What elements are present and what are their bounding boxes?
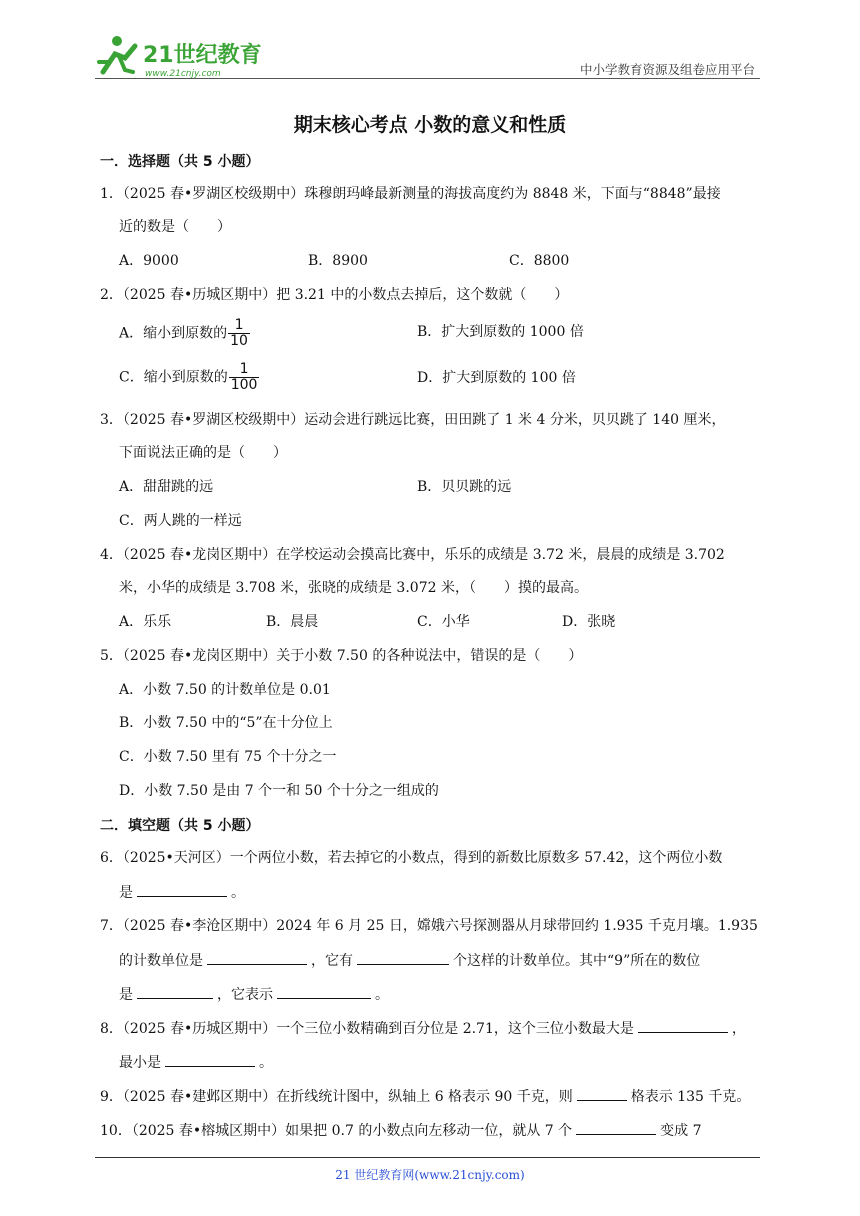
footer-link[interactable]: 21 世纪教育网(www.21cnjy.com) [335,1168,525,1182]
section-heading-choice: 一．选择题（共 5 小题） [100,154,260,170]
q9-text: 9．（2025 春•建邺区期中）在折线统计图中，纵轴上 6 格表示 90 千克，则 [100,1089,573,1105]
q2-option-c-text: C．缩小到原数的 [119,369,228,386]
q7-line2 [119,950,700,971]
site-logo [95,32,270,82]
header-divider [95,78,760,79]
answer-blank[interactable] [137,882,227,897]
answer-blank[interactable] [207,950,307,965]
answer-blank[interactable] [277,984,371,999]
q10-line1 [100,1120,701,1141]
q3-option-b: B．贝贝跳的远 [417,479,512,495]
q3-option-c: C．两人跳的一样远 [119,513,242,529]
q5-option-b: B．小数 7.50 中的“5”在十分位上 [119,715,333,731]
q8-line2 [119,1052,273,1073]
q8-text: 8．（2025 春•历城区期中）一个三位小数精确到百分位是 2.71，这个三位小数最大是 [100,1021,634,1037]
q6-text: 。 [231,885,245,901]
q2-option-a [119,318,250,349]
q4-option-a: A．乐乐 [119,614,172,630]
section-heading-fill: 二．填空题（共 5 小题） [100,818,260,834]
answer-blank[interactable] [357,950,449,965]
answer-blank[interactable] [165,1052,255,1067]
q2-option-a-text: A．缩小到原数的 [119,325,228,342]
q1-line1: 1．（2025 春•罗湖区校级期中）珠穆朗玛峰最新测量的海拔高度约为 8848 米，下面与“8848”最接 [100,186,721,202]
q8-text: 。 [259,1055,273,1071]
q4-option-c: C．小华 [417,614,470,630]
q2-option-c [119,362,259,393]
q10-text: 10．（2025 春•榕城区期中）如果把 0.7 的小数点向左移动一位，就从 7 个 [100,1123,573,1139]
q9-line1 [100,1086,750,1107]
q8-text: ， [731,1021,746,1037]
q4-option-b: B．晨晨 [266,614,319,630]
q4-line1: 4．（2025 春•龙岗区期中）在学校运动会摸高比赛中，乐乐的成绩是 3.72 米，晨晨的成绩是 3.702 [100,547,725,563]
q8-line1 [100,1018,746,1039]
q6-line1: 6．（2025•天河区）一个两位小数，若去掉它的小数点，得到的新数比原数多 57.42，这个两位小数 [100,850,723,866]
q7-text: 。 [375,987,389,1003]
q2-option-b: B．扩大到原数的 1000 倍 [417,324,584,340]
q7-text: 是 [119,987,133,1003]
runner-logo-icon [95,32,270,82]
q7-line1: 7．（2025 春•李沧区期中）2024 年 6 月 25 日，嫦娥六号探测器从月球带回约 1.935 千克月壤。1.935 [100,918,758,934]
q3-line1: 3．（2025 春•罗湖区校级期中）运动会进行跳远比赛，田田跳了 1 米 4 分米，贝贝跳了 140 厘米， [100,412,726,428]
q6-line2 [119,882,245,903]
q1-line2: 近的数是（ ） [119,219,231,235]
q3-option-a: A．甜甜跳的远 [119,479,214,495]
q1-option-b: B．8900 [308,253,368,269]
q5-line1: 5．（2025 春•龙岗区期中）关于小数 7.50 的各种说法中，错误的是（ ） [100,648,583,664]
q7-text: 的计数单位是 [119,953,203,969]
q2-option-d: D．扩大到原数的 100 倍 [417,370,576,386]
q5-option-d: D．小数 7.50 是由 7 个一和 50 个十分之一组成的 [119,783,439,799]
q7-text: ，它表示 [217,987,273,1003]
logo-url: www.21cnjy.com [145,69,221,79]
platform-label: 中小学教育资源及组卷应用平台 [579,62,755,77]
answer-blank[interactable] [576,1120,656,1135]
q8-text: 最小是 [119,1055,161,1071]
q6-text: 是 [119,885,133,901]
q7-text: 个这样的计数单位。其中“9”所在的数位 [453,953,701,969]
q10-text: 变成 7 [660,1123,702,1139]
footer-divider [95,1157,760,1158]
answer-blank[interactable] [577,1086,627,1101]
q7-line3 [119,984,389,1005]
q5-option-c: C．小数 7.50 里有 75 个十分之一 [119,749,337,765]
q3-line2: 下面说法正确的是（ ） [119,445,287,461]
q7-text: ，它有 [311,953,353,969]
q9-text: 格表示 135 千克。 [630,1089,751,1105]
q1-option-c: C．8800 [509,253,570,269]
answer-blank[interactable] [137,984,213,999]
q2-line1: 2．（2025 春•历城区期中）把 3.21 中的小数点去掉后，这个数就（ ） [100,287,569,303]
q1-option-a: A．9000 [119,253,179,269]
q4-option-d: D．张晓 [562,614,616,630]
page-title: 期末核心考点 小数的意义和性质 [293,114,567,136]
fraction-numerator: 1 [229,362,260,378]
fraction-1-100 [229,362,260,393]
q5-option-a: A．小数 7.50 的计数单位是 0.01 [119,682,331,698]
logo-text: 21世纪教育 [143,43,262,68]
fraction-numerator: 1 [228,318,250,334]
answer-blank[interactable] [638,1018,728,1033]
fraction-1-10 [228,318,250,349]
q4-line2: 米，小华的成绩是 3.708 米，张晓的成绩是 3.072 米，（ ）摸的最高。 [119,580,588,596]
fraction-denominator: 100 [230,377,258,393]
fraction-denominator: 10 [230,333,248,349]
